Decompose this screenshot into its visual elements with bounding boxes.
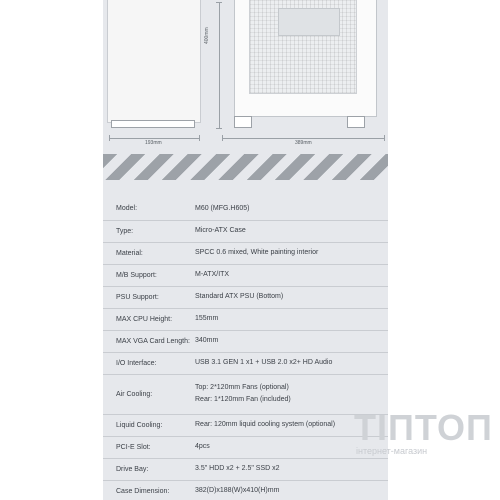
spec-value: Standard ATX PSU (Bottom): [195, 293, 284, 300]
stripe-edge: [103, 180, 388, 186]
watermark-subtitle: інтернет-магазин: [356, 446, 428, 456]
hazard-stripe-divider: [103, 154, 388, 180]
spec-value: M-ATX/ITX: [195, 271, 230, 278]
spec-row: [103, 437, 388, 459]
spec-value: Rear: 120mm liquid cooling system (optional): [195, 421, 336, 428]
spec-row: [103, 287, 388, 309]
spec-value: 382(D)x188(W)x410(H)mm: [195, 487, 280, 494]
depth-dim-label: 389mm: [295, 140, 312, 146]
spec-row: [103, 375, 388, 415]
spec-value: Rear: 1*120mm Fan (included): [195, 396, 291, 403]
case-side-base: [111, 120, 195, 128]
spec-row: [103, 221, 388, 243]
case-foot-left: [234, 116, 252, 128]
spec-label: Case Dimension:: [116, 487, 170, 495]
spec-label: PSU Support:: [116, 293, 159, 301]
case-side-view: [107, 0, 201, 123]
dim-tick: [199, 135, 200, 141]
width-dim-line: [109, 138, 199, 139]
spec-label: Type:: [116, 227, 134, 235]
spec-value: 340mm: [195, 337, 219, 344]
spec-row: [103, 415, 388, 437]
spec-table: [103, 198, 388, 500]
case-foot-right: [347, 116, 365, 128]
height-dim-label: 400mm: [204, 27, 210, 44]
spec-label: I/O Interface:: [116, 359, 157, 367]
spec-value: Micro-ATX Case: [195, 227, 246, 234]
spec-row: [103, 481, 388, 500]
spec-value: 4pcs: [195, 443, 210, 450]
spec-label: Air Cooling:: [116, 390, 153, 398]
spec-label: Material:: [116, 249, 143, 257]
spec-row: [103, 243, 388, 265]
spec-row: [103, 198, 388, 221]
spec-label: Model:: [116, 205, 138, 212]
spec-value: USB 3.1 GEN 1 x1 + USB 2.0 x2+ HD Audio: [195, 359, 333, 366]
spec-row: [103, 459, 388, 481]
watermark-brand: ТІПТОП: [354, 407, 493, 448]
spec-row: [103, 309, 388, 331]
height-dim-line: [219, 2, 220, 128]
depth-dim-line: [222, 138, 384, 139]
spec-value: SPCC 0.6 mixed, White painting interior: [195, 249, 319, 256]
width-dim-label: 193mm: [145, 140, 162, 146]
spec-label: Liquid Cooling:: [116, 421, 163, 429]
spec-value: Top: 2*120mm Fans (optional): [195, 384, 289, 391]
spec-label: MAX CPU Height:: [116, 315, 173, 323]
case-mesh-panel: [249, 0, 357, 94]
spec-label: PCI-E Slot:: [116, 443, 151, 451]
case-window: [278, 8, 340, 36]
spec-panel: [103, 0, 388, 500]
spec-label: Drive Bay:: [116, 465, 149, 473]
spec-row: [103, 331, 388, 353]
spec-label: M/B Support:: [116, 271, 157, 279]
spec-row: [103, 265, 388, 287]
spec-value: 3.5" HDD x2 + 2.5" SSD x2: [195, 465, 280, 472]
dim-tick: [216, 128, 222, 129]
spec-label: MAX VGA Card Length:: [116, 337, 190, 345]
watermark: [354, 407, 493, 456]
spec-row: [103, 353, 388, 375]
dim-tick: [384, 135, 385, 141]
spec-value: M60 (MFG.H605): [195, 204, 250, 212]
spec-value: 155mm: [195, 315, 219, 322]
case-front-view: [234, 0, 377, 117]
